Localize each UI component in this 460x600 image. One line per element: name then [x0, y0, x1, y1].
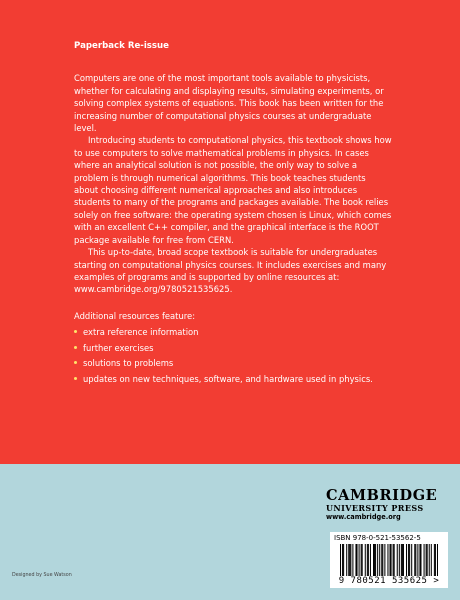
resources-title: Additional resources feature: [74, 310, 196, 321]
publisher-name: CAMBRIDGE [326, 487, 438, 504]
resource-item [74, 342, 392, 354]
designer-credit: Designed by Sue Watson [12, 573, 72, 578]
resource-item [74, 326, 392, 338]
reissue-heading: Paperback Re-issue [74, 41, 169, 51]
resource-label: further exercises [83, 342, 154, 353]
barcode-digits: 9 780521 535625 > [338, 576, 440, 586]
bullet-icon [74, 346, 77, 349]
resources-list [74, 326, 392, 385]
resource-label: extra reference information [83, 327, 199, 338]
publisher-website: www.cambridge.org [326, 513, 401, 521]
barcode-panel [330, 532, 448, 588]
resource-item [74, 357, 392, 369]
resource-item [74, 373, 392, 385]
resource-label: updates on new techniques, software, and hardware used in physics. [83, 373, 373, 384]
publisher-subtitle: UNIVERSITY PRESS [326, 503, 424, 513]
blurb-paragraph: Introducing students to computational physics, this textbook shows how to use computers to solve mathematical problems in physics. In cases where an analytical solution is not possible, the only way to solve a problem is through numerical algorithms. This book teaches students about choosing different numerical approaches and also introduces students to many of the programs and packages available. The book relies solely on free software: the operating system chosen is Linux, which comes with an excellent C++ compiler, and the graphical interface is the ROOT package available for free from CERN. [74, 135, 392, 245]
blurb-paragraph: Computers are one of the most important tools available to physicists, whether for calculating and displaying results, simulating experiments, or solving complex systems of equations. This book has been written for the increasing number of computational physics courses at undergraduate level. [74, 73, 384, 134]
blurb-paragraph: This up-to-date, broad scope textbook is suitable for undergraduates starting on computational physics courses. It includes exercises and many examples of programs and is supported by online resources at: www.cambridge.org/9780521535625. [74, 247, 387, 295]
isbn-label: ISBN 978-0-521-53562-5 [334, 534, 421, 542]
bullet-icon [74, 330, 77, 333]
bullet-icon [74, 361, 77, 364]
barcode-icon [340, 544, 438, 576]
publisher-logo [326, 488, 444, 522]
blurb-text-block [74, 40, 392, 389]
bullet-icon [74, 377, 77, 380]
resource-label: solutions to problems [83, 358, 174, 369]
